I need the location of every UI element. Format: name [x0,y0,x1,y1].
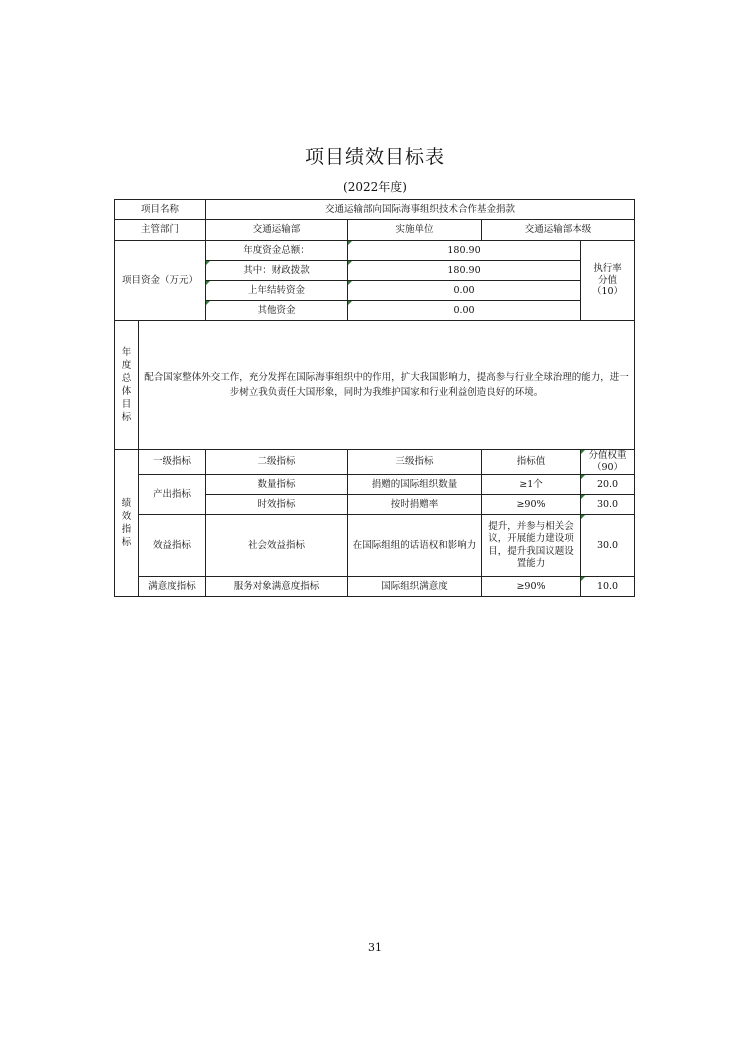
indicator-l2: 数量指标 [206,475,348,495]
page-title: 项目绩效目标表 [304,146,445,168]
project-name-value: 交通运输部向国际海事组织技术合作基金捐款 [206,200,635,220]
label-perf: 绩效指标 [121,498,132,548]
label-carryover: 上年结转资金 [206,281,348,301]
satisfaction-indicator-label: 满意度指标 [139,577,206,597]
table-row [115,475,635,495]
header-lvl1: 一级指标 [139,450,206,475]
header-weight: 分值权重（90） [581,450,635,475]
benefit-indicator-label: 效益指标 [139,515,206,577]
label-impl: 实施单位 [348,220,482,241]
score-value: （10） [591,286,624,298]
label-annual-goal: 年度总体目标 [121,347,132,423]
label-dept: 主管部门 [115,220,206,241]
impl-unit-value: 交通运输部本级 [482,220,635,241]
row-funds-total [115,241,635,261]
annual-goal-text: 配合国家整体外交工作，充分发挥在国际海事组织中的作用，扩大我国影响力，提高参与行业全球治理的能力，进一步树立我负责任大国形象，同时为我维护国家和行业利益创造良好的环境。 [139,321,635,450]
exec-rate-label: 执行率 [593,262,622,274]
row-department [115,220,635,241]
label-project-name: 项目名称 [115,200,206,220]
indicator-l2: 时效指标 [206,495,348,515]
fiscal-year: (2022年度) [343,180,407,194]
indicator-target: ≥90% [482,577,581,597]
indicator-l2: 社会效益指标 [206,515,348,577]
page-number: 31 [368,941,382,954]
indicator-l3: 捐赠的国际组织数量 [348,475,482,495]
row-project-name [115,200,635,220]
indicator-weight: 10.0 [581,577,635,597]
label-other: 其他资金 [206,301,348,321]
funds-other-value: 0.00 [348,301,581,321]
indicator-weight: 20.0 [581,475,635,495]
exec-rate-cell [581,241,635,321]
funds-fiscal-value: 180.90 [348,261,581,281]
label-funds: 项目资金（万元） [115,241,206,321]
indicator-target: 提升，并参与相关会议，开展能力建设项目，提升我国议题设置能力 [482,515,581,577]
indicator-weight: 30.0 [581,495,635,515]
indicator-weight: 30.0 [581,515,635,577]
funds-carryover-value: 0.00 [348,281,581,301]
output-indicator-label: 产出指标 [139,475,206,515]
header-lvl2: 二级指标 [206,450,348,475]
label-perf-cell [115,450,139,597]
label-annual-goal-cell [115,321,139,450]
indicator-l3: 国际组织满意度 [348,577,482,597]
header-target: 指标值 [482,450,581,475]
label-annual-total: 年度资金总额： [206,241,348,261]
label-fiscal: 其中：财政拨款 [206,261,348,281]
funds-total-value: 180.90 [348,241,581,261]
indicator-target: ≥90% [482,495,581,515]
row-indicator-header [115,450,635,475]
table-row [115,577,635,597]
table-row [115,515,635,577]
dept-value: 交通运输部 [206,220,348,241]
indicator-l3: 在国际组组的话语权和影响力 [348,515,482,577]
indicator-l2: 服务对象满意度指标 [206,577,348,597]
header-lvl3: 三级指标 [348,450,482,475]
performance-table [114,199,635,597]
indicator-target: ≥1个 [482,475,581,495]
indicator-l3: 按时捐赠率 [348,495,482,515]
score-label: 分值 [598,274,618,286]
row-annual-goal [115,321,635,450]
